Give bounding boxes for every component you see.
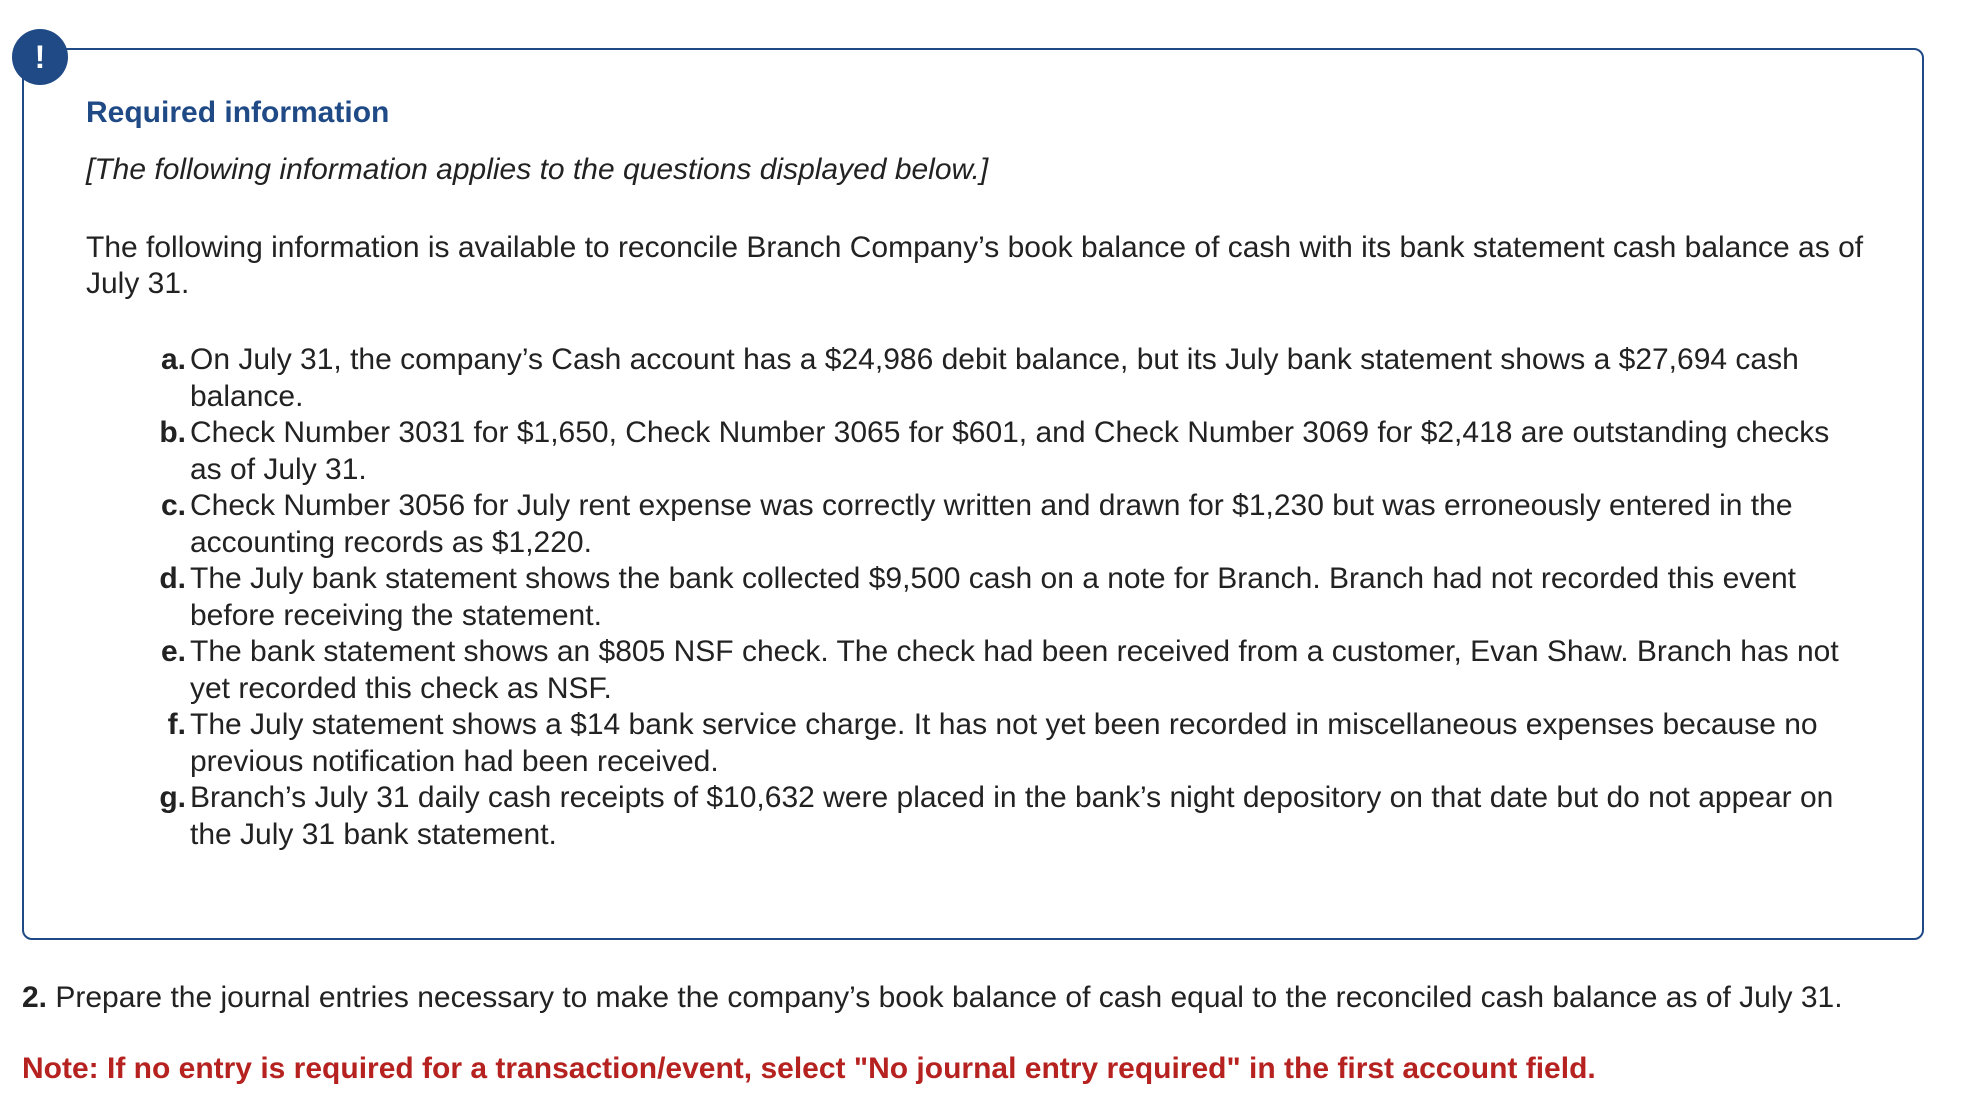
required-information-heading: Required information <box>86 96 390 129</box>
item-text: Branch’s July 31 daily cash receipts of $10,632 were placed in the bank’s night depository on that date but do not appear on the July 31 bank statement. <box>190 781 1834 851</box>
item-text: Check Number 3056 for July rent expense was correctly written and drawn for $1,230 but was erroneously entered in the accounting records as $1,220. <box>190 489 1793 559</box>
item-letter: b. <box>159 416 186 449</box>
item-text: On July 31, the company’s Cash account has a $24,986 debit balance, but its July bank statement shows a $27,694 cash balance. <box>190 343 1799 413</box>
item-letter: f. <box>167 708 186 741</box>
list-item <box>0 342 1840 415</box>
item-letter: c. <box>160 489 186 522</box>
item-text: The July statement shows a $14 bank service charge. It has not yet been recorded in miscellaneous expenses because no previous notification had been received. <box>190 708 1818 778</box>
list-item <box>0 488 1840 561</box>
item-text: Check Number 3031 for $1,650, Check Number 3065 for $601, and Check Number 3069 for $2,418 are outstanding checks as of July 31. <box>190 416 1830 486</box>
list-item <box>0 707 1840 780</box>
required-information-subheading: [The following information applies to the questions displayed below.] <box>86 153 989 186</box>
intro-paragraph: The following information is available to reconcile Branch Company’s book balance of cash with its bank statement cash balance as of July 31. <box>86 231 1864 300</box>
transaction-list <box>0 342 1966 853</box>
item-letter: e. <box>160 635 186 668</box>
list-item <box>0 415 1840 488</box>
item-text: The bank statement shows an $805 NSF check. The check had been received from a customer, Evan Shaw. Branch has not yet recorded this check as NSF. <box>190 635 1839 705</box>
question-number: 2. <box>22 981 48 1014</box>
item-letter: g. <box>159 781 186 814</box>
item-text: The July bank statement shows the bank collected $9,500 cash on a note for Branch. Branch had not recorded this event before receiving the statement. <box>190 562 1796 632</box>
alert-icon: ! <box>12 29 68 85</box>
question-prompt <box>22 980 1922 1016</box>
question-note: Note: If no entry is required for a transaction/event, select "No journal entry required" in the first account field. <box>22 1052 1596 1085</box>
list-item <box>0 561 1840 634</box>
list-item <box>0 780 1840 853</box>
item-letter: a. <box>160 343 186 376</box>
question-text: Prepare the journal entries necessary to make the company’s book balance of cash equal to the reconciled cash balance as of July 31. <box>55 981 1843 1014</box>
list-item <box>0 634 1840 707</box>
item-letter: d. <box>159 562 186 595</box>
